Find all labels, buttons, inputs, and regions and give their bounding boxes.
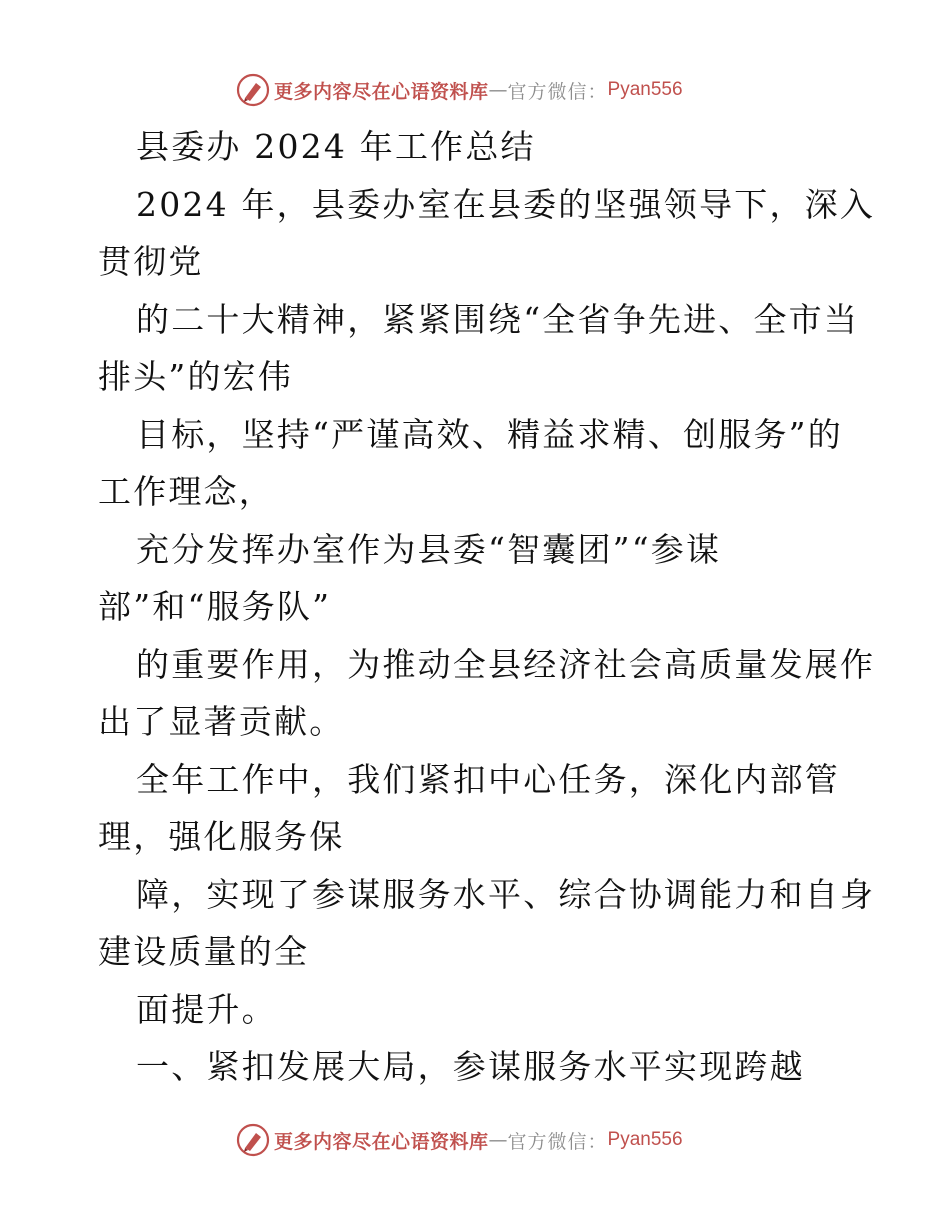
- watermark-sub-text: 官方微信：: [507, 1130, 608, 1153]
- pen-logo-icon: [236, 1123, 270, 1157]
- watermark-dash: —: [488, 1129, 508, 1151]
- text-line: 2024 年，县委办室在县委的坚强领导下，深入: [136, 184, 876, 224]
- footer-watermark: [236, 1122, 683, 1158]
- text-line: 的重要作用，为推动全县经济社会高质量发展作: [136, 644, 876, 684]
- pen-logo-icon: [236, 73, 270, 107]
- watermark-handle: Pyan556: [607, 1129, 683, 1150]
- text-line: 出了显著贡献。: [98, 702, 345, 741]
- section-heading: 一、紧扣发展大局，参谋服务水平实现跨越: [136, 1047, 805, 1086]
- text-line: 建设质量的全: [98, 932, 310, 971]
- watermark-brand-text: 更多内容尽在心语资料库: [274, 1130, 489, 1153]
- text-line: 障，实现了参谋服务水平、综合协调能力和自身: [136, 874, 876, 914]
- document-title: 县委办 2024 年工作总结: [136, 127, 536, 166]
- text-line: 工作理念，: [98, 472, 274, 511]
- watermark-dash: —: [488, 79, 508, 101]
- text-line: 理，强化服务保: [98, 817, 345, 856]
- text-line: 排头”的宏伟: [98, 357, 294, 396]
- text-line: 的二十大精神，紧紧围绕“全省争先进、全市当: [136, 299, 860, 339]
- watermark-handle: Pyan556: [607, 79, 683, 100]
- document-body: [98, 118, 878, 1096]
- text-line: 部”和“服务队”: [98, 587, 332, 626]
- text-line: 充分发挥办室作为县委“智囊团”“参谋: [136, 529, 722, 569]
- text-line: 面提升。: [136, 989, 277, 1029]
- watermark-brand-text: 更多内容尽在心语资料库: [274, 80, 489, 103]
- header-watermark: [236, 72, 683, 108]
- text-line: 目标，坚持“严谨高效、精益求精、创服务”的: [136, 414, 843, 454]
- text-line: 贯彻党: [98, 242, 204, 281]
- watermark-sub-text: 官方微信：: [507, 80, 608, 103]
- text-line: 全年工作中，我们紧扣中心任务，深化内部管: [136, 759, 840, 799]
